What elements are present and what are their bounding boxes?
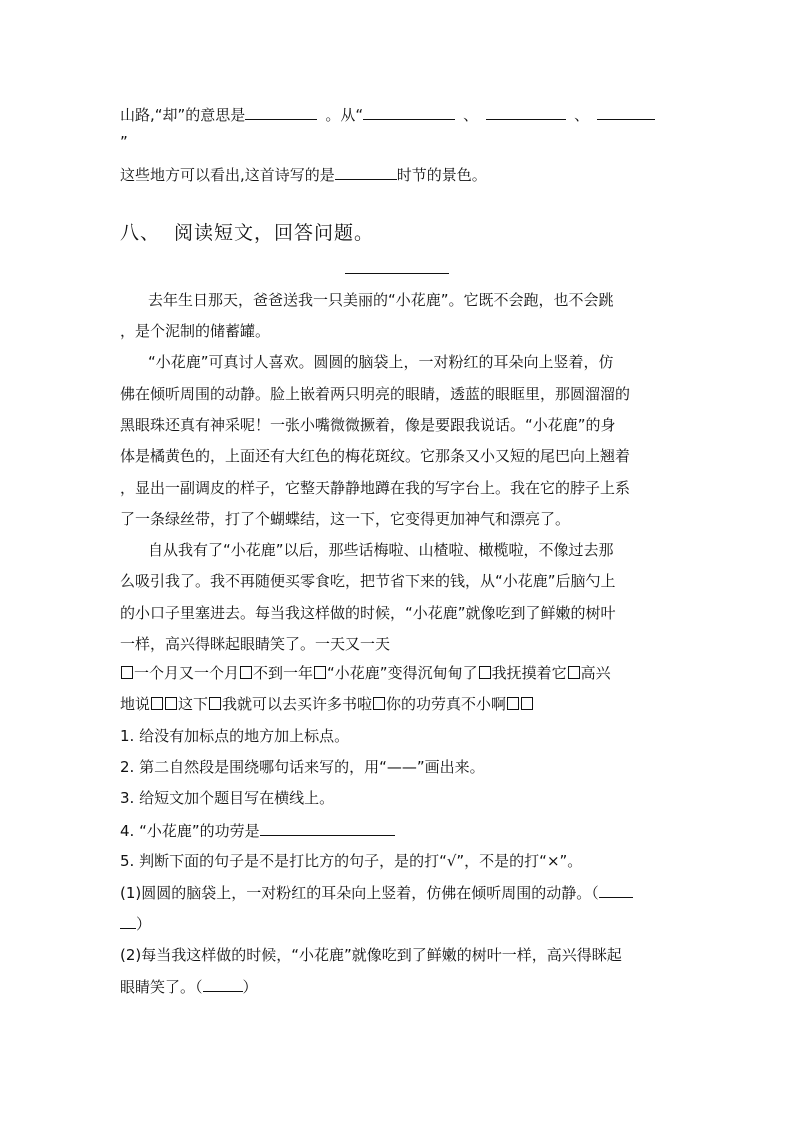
answer-blank[interactable] (597, 104, 655, 120)
punctuation-box[interactable] (240, 666, 252, 679)
punctuation-box[interactable] (151, 697, 163, 710)
section-title: 阅读短文，回答问题。 (174, 222, 375, 244)
text: 眼睛笑了。（ (120, 978, 203, 996)
passage-line: ，是个泥制的储蓄罐。 (120, 322, 271, 340)
question-1: 1. 给没有加标点的地方加上标点。 (120, 727, 350, 745)
question-3: 3. 给短文加个题目写在横线上。 (120, 789, 335, 807)
separator: 、 (463, 106, 479, 124)
text: 不到一年 (253, 664, 314, 682)
passage-line: 体是橘黄色的，上面还有大红色的梅花斑纹。它那条又小又短的尾巴向上翘着 (120, 447, 631, 465)
poem-question-line-2 (120, 132, 128, 152)
text: ） (242, 978, 258, 996)
punctuation-box[interactable] (314, 666, 326, 679)
question-5-1 (120, 882, 633, 903)
text: 山路,“却”的意思是 (120, 106, 246, 124)
punctuation-line-2 (120, 694, 534, 714)
punctuation-box[interactable] (521, 697, 533, 710)
passage-line: 黑眼珠还真有神采呢！一张小嘴微微撅着，像是要跟我说话。“小花鹿”的身 (120, 416, 616, 434)
punctuation-box[interactable] (479, 666, 491, 679)
answer-blank[interactable] (335, 164, 397, 180)
answer-blank[interactable] (486, 104, 566, 120)
poem-question-line-3 (120, 164, 487, 185)
answer-blank[interactable] (363, 104, 455, 120)
poem-question-line-1 (120, 104, 655, 125)
section-number: 八、 (120, 222, 161, 244)
punctuation-box[interactable] (507, 697, 519, 710)
passage-line: 了一条绿丝带，打了个蝴蝶结，这一下，它变得更加神气和漂亮了。 (120, 510, 571, 528)
text: (1)圆圆的脑袋上，一对粉红的耳朵向上竖着，仿佛在倾听周围的动静。（ (120, 884, 599, 902)
punctuation-line-1 (120, 663, 611, 683)
text: 我就可以去买许多书啦 (222, 695, 373, 713)
text: ） (136, 915, 152, 933)
section-heading (120, 218, 374, 245)
text: 你的功劳真不小啊 (386, 695, 507, 713)
punctuation-box[interactable] (373, 697, 385, 710)
passage-line: 佛在倾听周围的动静。脸上嵌着两只明亮的眼睛，透蓝的眼眶里，那圆溜溜的 (120, 385, 631, 403)
passage-line: 么吸引我了。我不再随便买零食吃，把节省下来的钱，从“小花鹿”后脑勺上 (120, 572, 616, 590)
passage-line: “小花鹿”可真讨人喜欢。圆圆的脑袋上，一对粉红的耳朵向上竖着，仿 (148, 353, 614, 371)
question-5: 5. 判断下面的句子是不是打比方的句子，是的打“√”，不是的打“×”。 (120, 852, 583, 870)
passage-line: ，显出一副调皮的样子，它整天静静地蹲在我的写字台上。我在它的脖子上系 (120, 479, 631, 497)
text: 这下 (178, 695, 209, 713)
passage-line: 的小口子里塞进去。每当我这样做的时候，“小花鹿”就像吃到了鲜嫩的树叶 (120, 604, 616, 622)
answer-blank[interactable] (260, 820, 395, 836)
text: 高兴 (580, 664, 611, 682)
question-5-1-cont (120, 913, 151, 934)
text: 我抚摸着它 (491, 664, 567, 682)
question-5-2: (2)每当我这样做的时候，“小花鹿”就像吃到了鲜嫩的树叶一样，高兴得眯起 (120, 946, 622, 964)
punctuation-box[interactable] (568, 666, 580, 679)
passage-title-blank[interactable] (345, 272, 449, 274)
separator: 、 (574, 106, 590, 124)
text: 地说 (120, 695, 151, 713)
passage-line: 去年生日那天，爸爸送我一只美丽的“小花鹿”。它既不会跑，也不会跳 (148, 291, 614, 309)
question-5-2-cont (120, 976, 258, 997)
text: 这些地方可以看出,这首诗写的是 (120, 166, 335, 184)
answer-blank[interactable] (203, 976, 243, 992)
answer-blank[interactable] (120, 913, 136, 929)
question-2: 2. 第二自然段是围绕哪句话来写的，用“——”画出来。 (120, 758, 485, 776)
text: “小花鹿”变得沉甸甸了 (327, 664, 478, 682)
text: 一个月又一个月 (134, 664, 240, 682)
text: 4. “小花鹿”的功劳是 (120, 822, 260, 840)
passage-line: 一样，高兴得眯起眼睛笑了。一天又一天 (120, 635, 391, 653)
passage-line: 自从我有了“小花鹿”以后，那些话梅啦、山楂啦、橄榄啦，不像过去那 (148, 541, 614, 559)
text: ” (120, 133, 128, 151)
answer-blank[interactable] (599, 882, 633, 898)
answer-blank[interactable] (245, 104, 317, 120)
text: 。从“ (325, 106, 364, 124)
text: 时节的景色。 (396, 166, 487, 184)
punctuation-box[interactable] (121, 666, 133, 679)
punctuation-box[interactable] (209, 697, 221, 710)
question-4 (120, 820, 395, 841)
punctuation-box[interactable] (165, 697, 177, 710)
